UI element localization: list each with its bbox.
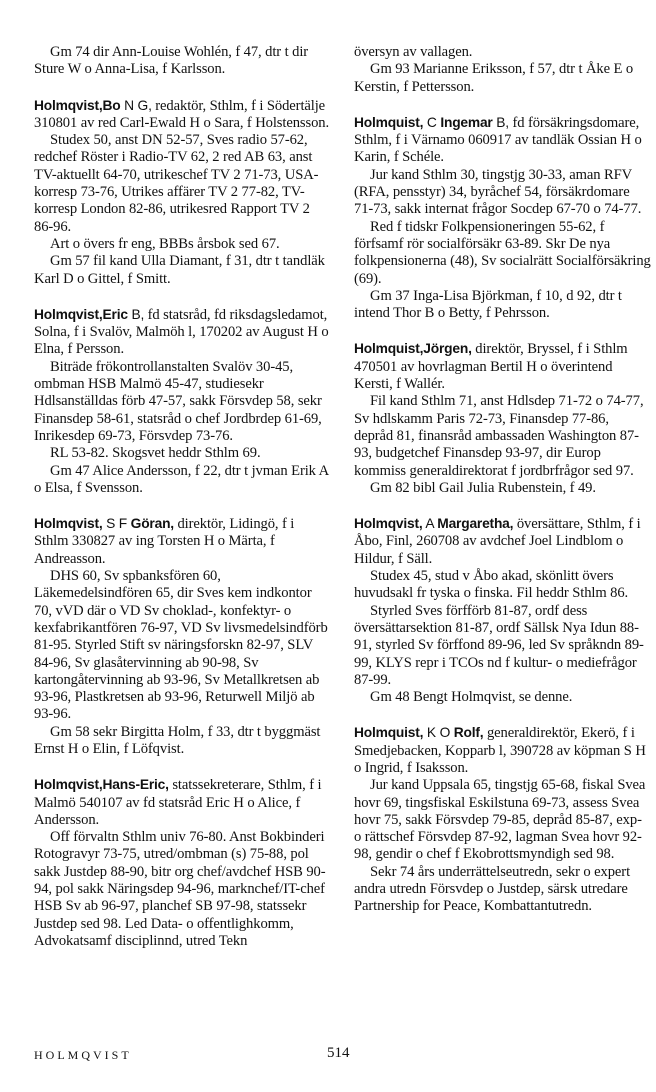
entry-eric-holmqvist xyxy=(34,306,331,497)
entry-paragraph xyxy=(34,515,331,568)
entry-initials: S F xyxy=(102,516,131,532)
entry-surname: Holmquist, xyxy=(354,725,424,741)
entry-paragraph: Gm 74 dir Ann-Louise Wohlén, f 47, dtr t dir Sture W o Anna-Lisa, f Karlsson. xyxy=(34,44,309,78)
entry-paragraph: Gm 37 Inga-Lisa Björkman, f 10, d 92, dtr t intend Thor B o Betty, f Pehrsson. xyxy=(354,287,622,322)
entry-text: översättare, Sthlm, f i Åbo, Finl, 260708 av avdchef Joel Lindblom o Hildur, f Säll. xyxy=(354,516,641,567)
entry-paragraph xyxy=(354,340,651,393)
entry-surname: Holmqvist, xyxy=(34,306,103,322)
running-head: HOLMQVIST xyxy=(34,1048,132,1062)
entry-given-name: Göran, xyxy=(130,516,174,532)
entry-initials: A xyxy=(422,516,438,532)
entry-paragraph: Art o övers fr eng, BBBs årsbok sed 67. xyxy=(50,235,280,252)
entry-text: fd försäkringsdomare, Sthlm, f i Värnamo 060917 av tandläk Ossian H o Karin, f Schéle. xyxy=(354,114,642,166)
entry-paragraph: RL 53-82. Skogsvet heddr Sthlm 69. xyxy=(50,445,261,462)
entry-paragraph: Gm 93 Marianne Eriksson, f 57, dtr t Åke E o Kerstin, f Pettersson. xyxy=(354,61,634,95)
entry-paragraph: Gm 57 fil kand Ulla Diamant, f 31, dtr t tandläk Karl D o Gittel, f Smitt. xyxy=(34,253,325,287)
entry-paragraph xyxy=(34,97,331,133)
continued-entry xyxy=(354,44,651,96)
entry-initials: K O xyxy=(423,725,454,741)
entry-paragraph: Studex 50, anst DN 52-57, Sves radio 57-62, redchef Röster i Radio-TV 62, 2 red AB 63, anst TV-aktuellt 64-70, utrikeschef TV 2 71-73, USA-korresp 73-76, Utrikes affärer TV 2 77-82, TV-korresp London 82-86, utrikesred Rapport TV 2 86-96. xyxy=(34,132,319,235)
entry-hans-eric-holmqvist xyxy=(34,776,331,950)
entry-paragraph xyxy=(354,724,651,777)
entry-initials: C xyxy=(423,114,441,130)
entry-paragraph: Styrled Sves förfförb 81-87, ordf dess översättarsektion 81-87, ordf Sällsk Nya Idun 88-91, styrled Sv förffond 89-96, led Sv språkndn 89-99, KLYS repr i TCOs nd f kultur- o mediefrågor 87-99. xyxy=(354,602,644,688)
entry-text: generaldirektör, Ekerö, f i Smedjebacken, Kopparb l, 390728 av köpman S H o Ingrid, f Isaksson. xyxy=(354,725,646,776)
entry-paragraph xyxy=(34,306,331,359)
continued-entry xyxy=(34,44,331,79)
entry-paragraph: Biträde frökontrollanstalten Svalöv 30-45, ombman HSB Malmö 45-47, studiesekr Hdlsanställdas förb 47-57, sakk Försvdep 58, sekr Finansdep 58-61, statsråd o chef Jordbrdep 61-69, Inrikesdep 69-73, Försvdep 73-76. xyxy=(34,358,322,444)
entry-paragraph: Red f tidskr Folkpensioneringen 55-62, f förfsamf rör socialförsäkr 63-89. Skr De nya folkpensionerna (48), Sv socialrätt Socialförsäkring (69). xyxy=(354,218,651,287)
right-column xyxy=(354,44,651,934)
entry-surname: Holmquist, xyxy=(354,114,424,130)
entry-text: direktör, Lidingö, f i Sthlm 330827 av ing Torsten H o Märta, f Andreasson. xyxy=(34,516,295,567)
entry-paragraph: Gm 82 bibl Gail Julia Rubenstein, f 49. xyxy=(370,479,596,496)
page-number: 514 xyxy=(327,1045,350,1061)
entry-ingemar-holmquist xyxy=(354,114,651,323)
entry-initials: B, xyxy=(127,306,145,322)
entry-bo-holmqvist xyxy=(34,97,331,288)
entry-rolf-holmquist xyxy=(354,724,651,915)
entry-paragraph: Jur kand Uppsala 65, tingstjg 65-68, fiskal Svea hovr 69, tingsfiskal Eskilstuna 69-73, assess Svea hovr 75, sakk Försvdep 79-85, depråd 85-87, exp- o rättschef Försvdep 87-92, lagman Svea hovr 92-98, gendir o chef f Ekobrottsmyndigh sed 98. xyxy=(354,777,646,863)
entry-text: fd statsråd, fd riksdagsledamot, Solna, f i Svalöv, Malmöh l, 170202 av August H o Elna, f Persson. xyxy=(34,306,329,358)
entry-given-name: Hans-Eric, xyxy=(102,777,169,793)
entry-given-name: Ingemar xyxy=(440,114,493,130)
entry-text: redaktör, Sthlm, f i Södertälje 310801 av red Carl-Ewald H o Sara, f Holstensson. xyxy=(34,97,330,131)
entry-paragraph xyxy=(34,776,331,829)
entry-paragraph: Sekr 74 års underrättelseutredn, sekr o expert andra utredn Försvdep o Justdep, särsk utredare Partnership for Peace, Kombattantutredn. xyxy=(354,863,631,915)
entry-margaretha-holmqvist xyxy=(354,515,651,706)
entry-paragraph: Jur kand Sthlm 30, tingstjg 30-33, aman RFV (RFA, pensstyr) 34, byråchef 54, försäkrdomare 71-73, sakk internat frågor Socdep 67-70 o 74-77. xyxy=(354,166,642,218)
entry-given-name: Bo xyxy=(102,97,121,113)
entry-paragraph xyxy=(354,515,651,568)
entry-given-name: Jörgen, xyxy=(423,341,472,357)
entry-goran-holmqvist xyxy=(34,515,331,758)
entry-text: statssekreterare, Sthlm, f i Malmö 540107 av fd statsråd Eric H o Alice, f Andersson. xyxy=(34,777,322,828)
left-column xyxy=(34,44,331,968)
entry-paragraph: Off förvaltn Sthlm univ 76-80. Anst Bokbinderi Rotogravyr 73-75, utred/ombman (s) 75-88, pol sakk Justdep 88-90, bitr org chef/avdchef HSB 90-94, pol sakk Näringsdep 94-96, marknchef/IT-chef HSB Sv ab 96-97, planchef SB 97-98, statssekr Justdep sed 98. Led Data- o offentlighkomm, Advokatsamf disciplinnd, utred Tekn xyxy=(34,829,326,949)
entry-initials: B, xyxy=(492,114,509,130)
entry-surname: Holmquist, xyxy=(354,341,424,357)
entry-paragraph: Fil kand Sthlm 71, anst Hdlsdep 71-72 o 74-77, Sv hdlskamm Paris 72-73, Finansdep 77-86, depråd 81, finansråd ambassaden Washington 87-93, budgetchef Finansdep 93-97, dir Europ kommiss generaldirektorat f jordbrfrågor sed 97. xyxy=(354,393,644,479)
entry-given-name: Eric xyxy=(102,306,128,322)
entry-given-name: Rolf, xyxy=(453,725,484,741)
entry-paragraph: Studex 45, stud v Åbo akad, skönlitt övers huvudsakl fr tyska o finska. Fil heddr Sthlm 86. xyxy=(354,568,629,602)
entry-paragraph: Gm 47 Alice Andersson, f 22, dtr t jvman Erik A o Elsa, f Svensson. xyxy=(34,462,329,496)
entry-paragraph: Gm 48 Bengt Holmqvist, se denne. xyxy=(370,689,573,706)
entry-text: direktör, Bryssel, f i Sthlm 470501 av hovrlagman Bertil H o överintend Kersti, f Wallér. xyxy=(354,341,628,393)
entry-paragraph: DHS 60, Sv spbanksfören 60, Läkemedelsindfören 65, dir Sves kem indkontor 70, vVD där o VD Sv choklad-, konfektyr- o kexfabrikantfören 76-97, VD Sv livsmedelsindförb 81-95. Styrled Stift sv näringsforskn 82-97, SLV 84-96, Sv glasåtervinning ab 90-98, Sv kartongåtervinning ab 93-96, Sv Metallkretsen ab 93-96, Plastkretsen ab 93-96, Returwell Miljö ab 93-96. xyxy=(34,568,328,723)
entry-paragraph: Gm 58 sekr Birgitta Holm, f 33, dtr t byggmäst Ernst H o Elin, f Löfqvist. xyxy=(34,723,321,757)
entry-initials: N G, xyxy=(120,97,152,113)
entry-paragraph: översyn av vallagen. xyxy=(354,44,473,60)
entry-paragraph xyxy=(354,114,651,167)
entry-given-name: Margaretha, xyxy=(437,516,514,532)
entry-jorgen-holmquist xyxy=(354,340,651,497)
entry-surname: Holmqvist, xyxy=(34,516,103,532)
entry-surname: Holmqvist, xyxy=(34,97,103,113)
entry-surname: Holmqvist, xyxy=(354,516,423,532)
entry-surname: Holmqvist, xyxy=(34,777,103,793)
